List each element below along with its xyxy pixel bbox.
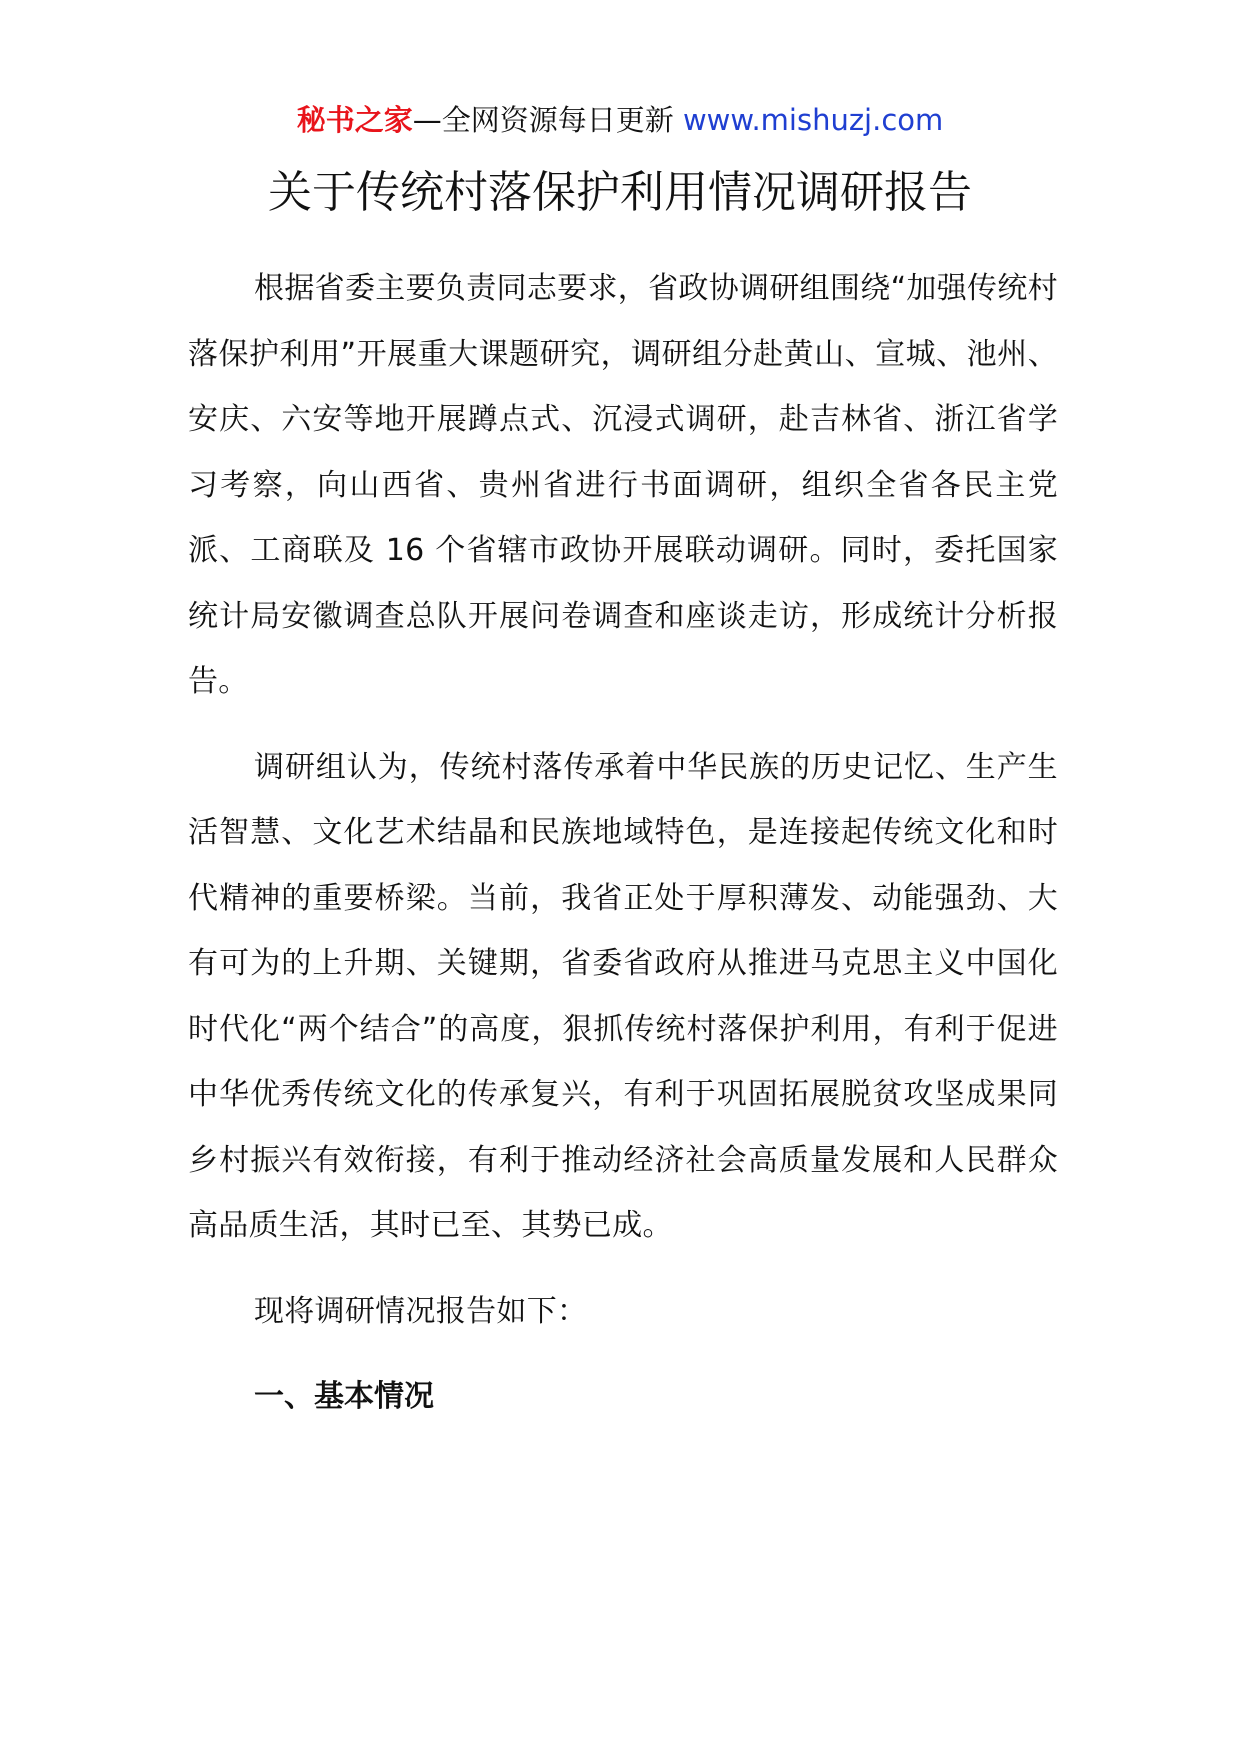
paragraph-analysis: 调研组认为，传统村落传承着中华民族的历史记忆、生产生活智慧、文化艺术结晶和民族地域特色，是连接起传统文化和时代精神的重要桥梁。当前，我省正处于厚积薄发、动能强劲、大有可为的上升期、关键期，省委省政府从推进马克思主义中国化时代化“两个结合”的高度，狠抓传统村落保护利用，有利于促进中华优秀传统文化的传承复兴，有利于巩固拓展脱贫攻坚成果同乡村振兴有效衔接，有利于推动经济社会高质量发展和人民群众高品质生活，其时已至、其势已成。 [188,749,1058,1243]
document-title: 关于传统村落保护利用情况调研报告 [268,167,972,218]
section-heading-basic-situation: 一、基本情况 [254,1379,434,1414]
site-banner [0,100,1240,140]
document-body [188,256,1058,1430]
banner-url-link[interactable]: www.mishuzj.com [682,103,944,137]
banner-brand: 秘书之家 [296,103,413,137]
banner-tagline: —全网资源每日更新 [412,103,683,137]
paragraph-intro: 根据省委主要负责同志要求，省政协调研组围绕“加强传统村落保护利用”开展重大课题研究，调研组分赴黄山、宣城、池州、安庆、六安等地开展蹲点式、沉浸式调研，赴吉林省、浙江省学习考察，向山西省、贵州省进行书面调研，组织全省各民主党派、工商联及 16 个省辖市政协开展联动调研。同时，委托国家统计局安徽调查总队开展问卷调查和座谈走访，形成统计分析报告。 [188,271,1058,699]
paragraph-lead-in: 现将调研情况报告如下： [254,1293,588,1329]
